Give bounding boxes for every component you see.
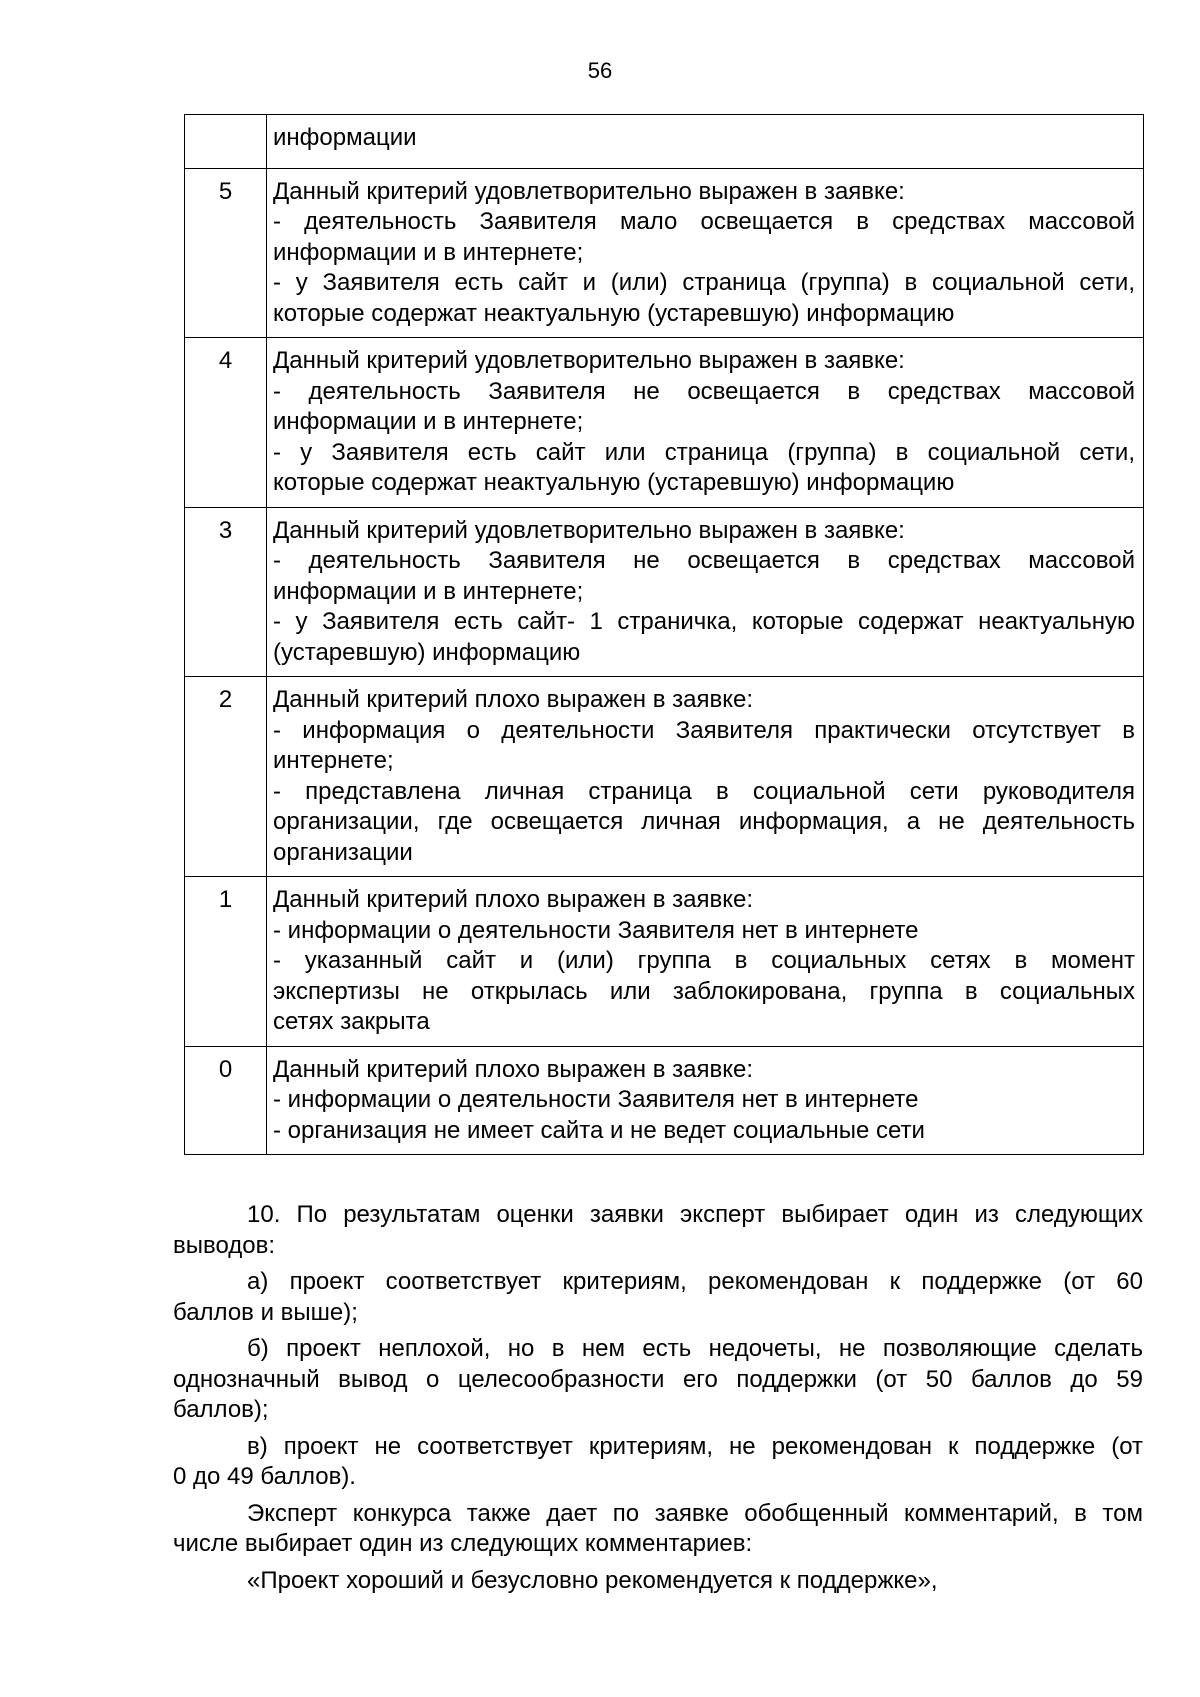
score-cell: 4 bbox=[185, 338, 267, 508]
description-line: - у Заявителя есть сайт или страница (группа) в социальной сети, bbox=[273, 438, 1135, 466]
table-row bbox=[185, 115, 1144, 169]
table-row bbox=[185, 1046, 1144, 1155]
description-line: - информация о деятельности Заявителя практически отсутствует в bbox=[273, 716, 1135, 744]
score-cell bbox=[185, 115, 267, 169]
paragraph-line: в) проект не соответствует критериям, не рекомендован к поддержке (от bbox=[247, 1432, 1143, 1460]
description-line: информации bbox=[273, 124, 417, 151]
description-cell bbox=[267, 877, 1144, 1047]
description-cell bbox=[267, 168, 1144, 338]
paragraph bbox=[173, 1200, 1143, 1261]
description-line: интернете; bbox=[273, 747, 394, 774]
description-line: - указанный сайт и (или) группа в социальных сетях в момент bbox=[273, 947, 1135, 974]
paragraph-line: числе выбирает один из следующих комментариев: bbox=[173, 1530, 753, 1557]
paragraph-line: 10. По результатам оценки заявки эксперт выбирает один из следующих bbox=[247, 1201, 1143, 1228]
description-line: (устаревшую) информацию bbox=[273, 638, 581, 666]
description-line: - информации о деятельности Заявителя нет в интернете bbox=[273, 1086, 919, 1113]
paragraph bbox=[173, 1566, 1143, 1597]
description-line: - у Заявителя есть сайт и (или) страница (группа) в социальной сети, bbox=[273, 269, 1135, 296]
description-line: - деятельность Заявителя мало освещается в средствах массовой bbox=[273, 208, 1135, 235]
description-line: информации и в интернете; bbox=[273, 238, 584, 266]
score-cell: 3 bbox=[185, 507, 267, 677]
description-cell bbox=[267, 115, 1144, 169]
paragraph-line: Эксперт конкурса также дает по заявке обобщенный комментарий, в том bbox=[247, 1499, 1143, 1527]
paragraph bbox=[173, 1334, 1143, 1426]
paragraph bbox=[173, 1499, 1143, 1560]
description-line: которые содержат неактуальную (устаревшую) информацию bbox=[273, 469, 955, 496]
table-row bbox=[185, 507, 1144, 677]
score-cell: 0 bbox=[185, 1046, 267, 1155]
paragraph-line: баллов); bbox=[173, 1396, 269, 1423]
description-line: - деятельность Заявителя не освещается в средствах массовой bbox=[273, 377, 1135, 405]
description-line: - представлена личная страница в социальной сети руководителя bbox=[273, 777, 1135, 805]
criteria-table bbox=[184, 114, 1144, 1155]
table-row bbox=[185, 168, 1144, 338]
description-line: которые содержат неактуальную (устаревшую) информацию bbox=[273, 299, 955, 327]
description-line: - у Заявителя есть сайт- 1 страничка, которые содержат неактуальную bbox=[273, 608, 1135, 635]
description-cell bbox=[267, 677, 1144, 877]
description-cell bbox=[267, 338, 1144, 508]
description-line: - организация не имеет сайта и не ведет социальные сети bbox=[273, 1116, 925, 1144]
table-row bbox=[185, 338, 1144, 508]
body-text bbox=[173, 1200, 1143, 1602]
table-row bbox=[185, 877, 1144, 1047]
description-line: Данный критерий удовлетворительно выражен в заявке: bbox=[273, 177, 905, 205]
table-row bbox=[185, 677, 1144, 877]
description-line: Данный критерий плохо выражен в заявке: bbox=[273, 1055, 753, 1083]
paragraph-line: б) проект неплохой, но в нем есть недочеты, не позволяющие сделать bbox=[247, 1335, 1143, 1362]
score-cell: 1 bbox=[185, 877, 267, 1047]
description-cell bbox=[267, 1046, 1144, 1155]
description-line: организации bbox=[273, 838, 413, 866]
description-cell bbox=[267, 507, 1144, 677]
score-cell: 5 bbox=[185, 168, 267, 338]
description-line: Данный критерий плохо выражен в заявке: bbox=[273, 686, 753, 713]
paragraph-line: 0 до 49 баллов). bbox=[173, 1463, 356, 1490]
description-line: Данный критерий удовлетворительно выражен в заявке: bbox=[273, 516, 905, 544]
paragraph-line: выводов: bbox=[173, 1231, 276, 1259]
paragraph-line: «Проект хороший и безусловно рекомендуется к поддержке», bbox=[247, 1566, 938, 1594]
paragraph-line: баллов и выше); bbox=[173, 1298, 358, 1326]
description-line: экспертизы не открылась или заблокирована, группа в социальных bbox=[273, 977, 1135, 1005]
description-line: - деятельность Заявителя не освещается в средствах массовой bbox=[273, 547, 1135, 574]
description-line: Данный критерий плохо выражен в заявке: bbox=[273, 886, 753, 913]
description-line: информации и в интернете; bbox=[273, 408, 584, 435]
description-line: сетях закрыта bbox=[273, 1008, 430, 1035]
paragraph-line: а) проект соответствует критериям, рекомендован к поддержке (от 60 bbox=[247, 1268, 1143, 1295]
description-line: Данный критерий удовлетворительно выражен в заявке: bbox=[273, 347, 905, 374]
paragraph bbox=[173, 1267, 1143, 1328]
paragraph bbox=[173, 1432, 1143, 1493]
paragraph-line: однозначный вывод о целесообразности его поддержки (от 50 баллов до 59 bbox=[173, 1365, 1143, 1393]
description-line: организации, где освещается личная информация, а не деятельность bbox=[273, 808, 1135, 835]
description-line: - информации о деятельности Заявителя нет в интернете bbox=[273, 916, 919, 944]
score-cell: 2 bbox=[185, 677, 267, 877]
description-line: информации и в интернете; bbox=[273, 577, 584, 605]
page-number: 56 bbox=[587, 58, 613, 83]
